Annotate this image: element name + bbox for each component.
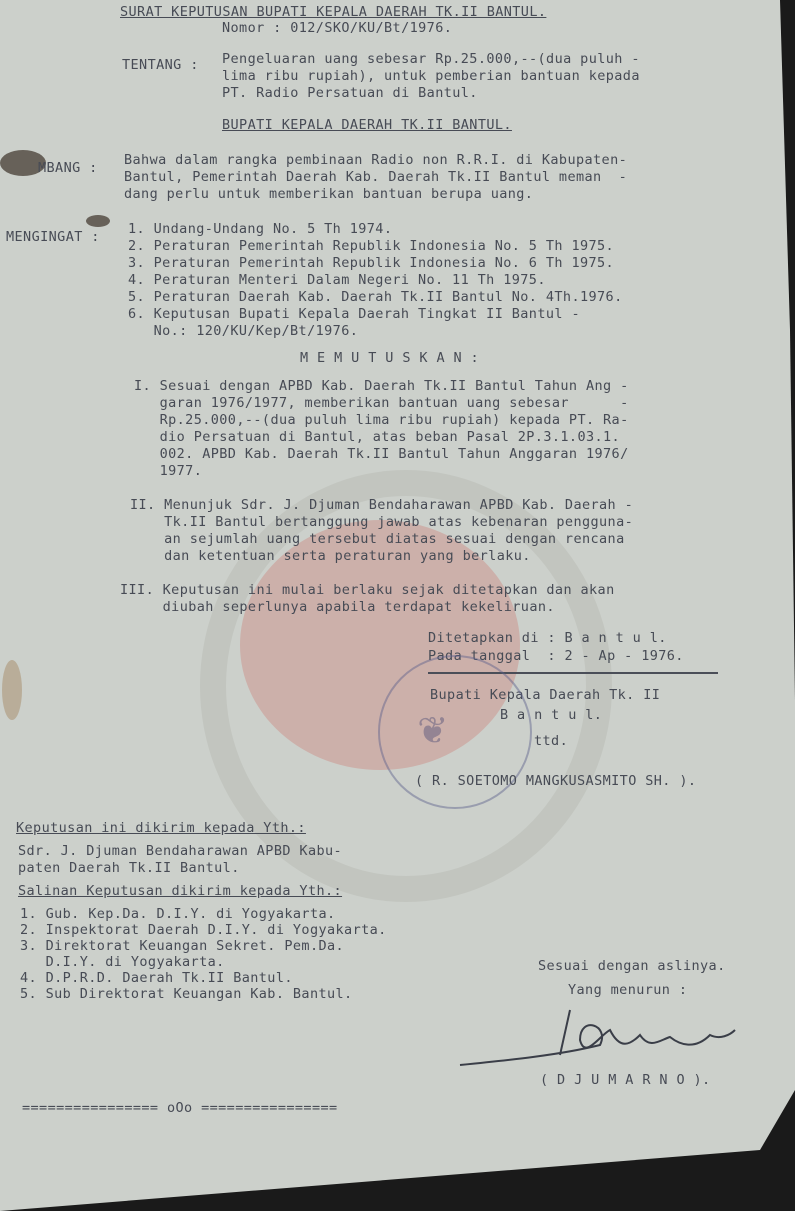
issued-date: Pada tanggal : 2 - Ap - 1976. [428, 648, 684, 664]
copy-item: D.I.Y. di Yogyakarta. [20, 954, 225, 970]
tentang-line: PT. Radio Persatuan di Bantul. [222, 85, 478, 101]
document-number: Nomor : 012/SKO/KU/Bt/1976. [222, 20, 453, 36]
decision-item-2: an sejumlah uang tersebut diatas sesuai dengan rencana [130, 531, 625, 547]
signer-office-place: B a n t u l. [500, 707, 603, 723]
mengingat-item: 6. Keputusan Bupati Kepala Daerah Tingkat II Bantul - [128, 306, 580, 322]
decision-item-1: dio Persatuan di Bantul, atas beban Pasal 2P.3.1.03.1. [134, 429, 621, 445]
signer-office: Bupati Kepala Daerah Tk. II [430, 687, 661, 703]
copy-item: 1. Gub. Kep.Da. D.I.Y. di Yogyakarta. [20, 906, 336, 922]
authority-heading: BUPATI KEPALA DAERAH TK.II BANTUL. [222, 117, 512, 133]
certification-line: Yang menurun : [568, 982, 688, 998]
tentang-line: lima ribu rupiah), untuk pemberian bantuan kepada [222, 68, 640, 84]
copies-heading: Salinan Keputusan dikirim kepada Yth.: [18, 883, 343, 899]
decision-item-1: Rp.25.000,--(dua puluh lima ribu rupiah) kepada PT. Ra- [134, 412, 629, 428]
memutuskan-heading: M E M U T U S K A N : [300, 350, 480, 366]
signer-name: ( R. SOETOMO MANGKUSASMITO SH. ). [415, 773, 697, 789]
copy-item: 2. Inspektorat Daerah D.I.Y. di Yogyakarta. [20, 922, 387, 938]
decision-item-1: 002. APBD Kab. Daerah Tk.II Bantul Tahun Anggaran 1976/ [134, 446, 629, 462]
menimbang-line: Bantul, Pemerintah Daerah Kab. Daerah Tk.II Bantul meman - [124, 169, 628, 185]
decision-item-1: 1977. [134, 463, 203, 479]
mengingat-label: MENGINGAT : [6, 229, 100, 245]
mengingat-item: 5. Peraturan Daerah Kab. Daerah Tk.II Bantul No. 4Th.1976. [128, 289, 623, 305]
decision-item-2: dan ketentuan serta peraturan yang berlaku. [130, 548, 531, 564]
document-title: SURAT KEPUTUSAN BUPATI KEPALA DAERAH TK.II BANTUL. [120, 4, 547, 20]
decision-item-1: garan 1976/1977, memberikan bantuan uang sebesar - [134, 395, 629, 411]
certifier-name: ( D J U M A R N O ). [540, 1072, 711, 1088]
mengingat-item: 3. Peraturan Pemerintah Republik Indonesia No. 6 Th 1975. [128, 255, 615, 271]
distribution-heading: Keputusan ini dikirim kepada Yth.: [16, 820, 306, 836]
recipient-line: Sdr. J. Djuman Bendaharawan APBD Kabu- [18, 843, 343, 859]
document-footer: ================ oOo ================ [22, 1100, 338, 1116]
recipient-line: paten Daerah Tk.II Bantul. [18, 860, 240, 876]
mengingat-item: 1. Undang-Undang No. 5 Th 1974. [128, 221, 393, 237]
decision-item-3: diubah seperlunya apabila terdapat kekeliruan. [120, 599, 555, 615]
decision-item-2: Tk.II Bantul bertanggung jawab atas kebenaran pengguna- [130, 514, 634, 530]
decision-item-3: III. Keputusan ini mulai berlaku sejak ditetapkan dan akan [120, 582, 615, 598]
mengingat-item: No.: 120/KU/Kep/Bt/1976. [128, 323, 359, 339]
garuda-emblem-icon: ❦ [418, 700, 446, 754]
decision-item-1: I. Sesuai dengan APBD Kab. Daerah Tk.II Bantul Tahun Ang - [134, 378, 629, 394]
issued-place: Ditetapkan di : B a n t u l. [428, 630, 667, 646]
menimbang-line: dang perlu untuk memberikan bantuan berupa uang. [124, 186, 534, 202]
certification-line: Sesuai dengan aslinya. [538, 958, 726, 974]
decision-item-2: II. Menunjuk Sdr. J. Djuman Bendaharawan APBD Kab. Daerah - [130, 497, 634, 513]
tentang-label: TENTANG : [122, 57, 199, 73]
menimbang-line: Bahwa dalam rangka pembinaan Radio non R.R.I. di Kabupaten- [124, 152, 628, 168]
copy-item: 4. D.P.R.D. Daerah Tk.II Bantul. [20, 970, 293, 986]
mengingat-item: 4. Peraturan Menteri Dalam Negeri No. 11 Th 1975. [128, 272, 546, 288]
copy-item: 5. Sub Direktorat Keuangan Kab. Bantul. [20, 986, 353, 1002]
copy-item: 3. Direktorat Keuangan Sekret. Pem.Da. [20, 938, 345, 954]
signed-mark: ttd. [534, 733, 569, 749]
mengingat-item: 2. Peraturan Pemerintah Republik Indonesia No. 5 Th 1975. [128, 238, 615, 254]
tentang-line: Pengeluaran uang sebesar Rp.25.000,--(dua puluh - [222, 51, 640, 67]
menimbang-label: MBANG : [38, 160, 98, 176]
